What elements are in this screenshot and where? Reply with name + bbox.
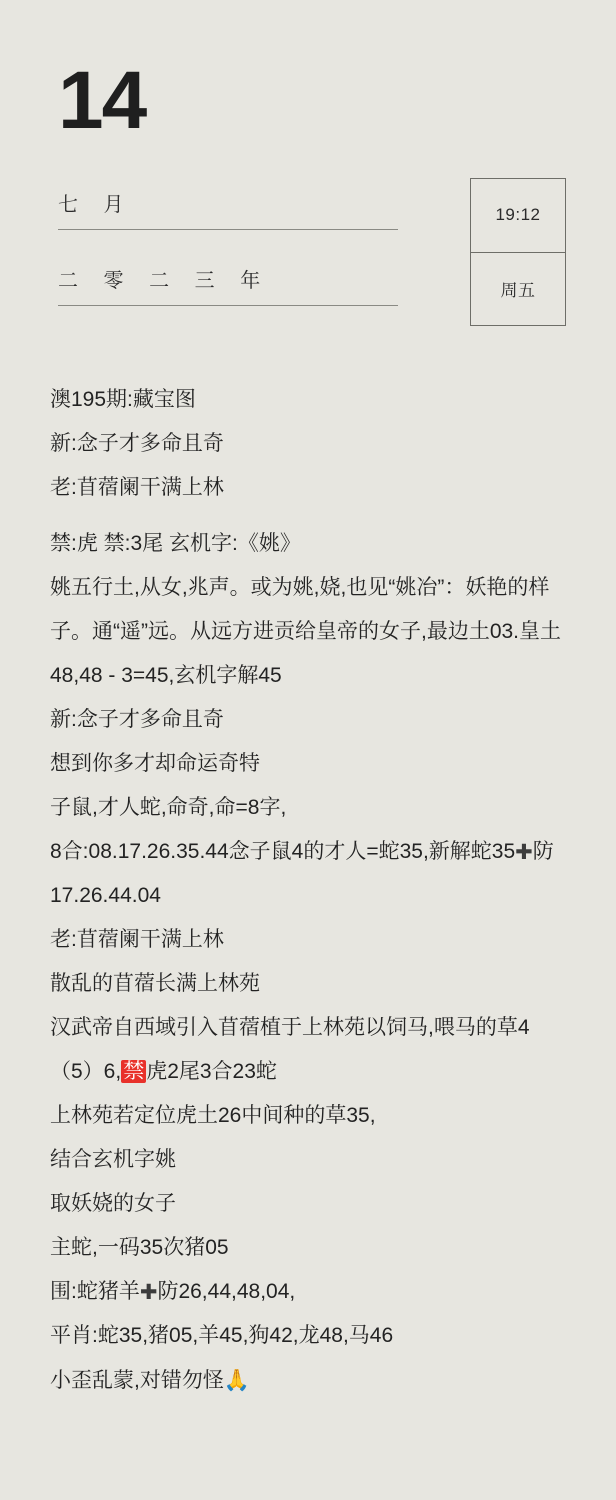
note-line-combine-char: 结合玄机字姚 xyxy=(50,1148,176,1171)
note-line-old-interpret: 散乱的苜蓿长满上林苑 xyxy=(50,972,260,995)
note-paragraph-yao-explain: 姚五行土,从女,兆声。或为姚,娆,也见“姚冶”：妖艳的样子。通“遥”远。从远方进贡给皇帝的女子,最边土03.皇土48,48 - 3=45,玄机字解45 xyxy=(50,576,562,687)
month-label: 七 月 xyxy=(58,194,134,216)
month-underline xyxy=(58,229,398,230)
combination-defense: 防17.26.44.04 xyxy=(50,840,554,907)
day-number: 14 xyxy=(58,55,146,146)
pray-hands-icon: 🙏 xyxy=(223,1368,250,1392)
note-line-zodiac-detail: 子鼠,才人蛇,命奇,命=8字, xyxy=(50,796,287,819)
note-paragraph-closing xyxy=(50,1358,566,1403)
weekday-label: 周五 xyxy=(500,281,536,301)
closing-text: 小歪乱蒙,对错勿怪 xyxy=(50,1369,224,1392)
note-line-old-verse: 老:苜蓿阑干满上林 xyxy=(50,476,224,499)
note-line-pingxiao: 平肖:蛇35,猪05,羊45,狗42,龙48,马46 xyxy=(50,1324,394,1347)
note-line-forbidden: 禁:虎 禁:3尾 玄机字:《姚》 xyxy=(50,532,301,555)
time-box xyxy=(470,178,566,326)
forbidden-badge: 禁 xyxy=(123,1060,145,1083)
wei-defense: 防26,44,48,04, xyxy=(157,1280,296,1303)
month-row xyxy=(58,188,398,240)
note-body xyxy=(0,316,616,1403)
note-paragraph-combination xyxy=(50,830,566,918)
year-underline xyxy=(58,305,398,306)
note-line-old-verse-repeat: 老:苜蓿阑干满上林 xyxy=(50,928,224,951)
history-text-tail: 虎2尾3合23蛇 xyxy=(146,1060,277,1083)
note-line-take-woman: 取妖娆的女子 xyxy=(50,1192,176,1215)
note-paragraph-围 xyxy=(50,1270,566,1314)
combination-text: 8合:08.17.26.35.44念子鼠4的才人=蛇35,新解蛇35 xyxy=(50,840,516,863)
note-line-main-pick: 主蛇,一码35次猪05 xyxy=(50,1236,229,1259)
note-line-new-verse: 新:念子才多命且奇 xyxy=(50,432,224,455)
year-row xyxy=(58,264,398,316)
clock-time: 19:12 xyxy=(495,205,541,225)
note-line-new-verse-repeat: 新:念子才多命且奇 xyxy=(50,708,224,731)
note-line-new-interpret: 想到你多才却命运奇特 xyxy=(50,752,260,775)
plus-icon-2: ✚ xyxy=(139,1281,158,1304)
note-line-position: 上林苑若定位虎土26中间种的草35, xyxy=(50,1104,376,1127)
note-paragraph-history xyxy=(50,1006,566,1094)
history-text: 汉武帝自西域引入苜蓿植于上林苑以饲马,喂马的草4（5）6, xyxy=(50,1016,530,1083)
year-label: 二 零 二 三 年 xyxy=(58,270,271,292)
plus-icon: ✚ xyxy=(515,841,533,864)
wei-text: 围:蛇猪羊 xyxy=(50,1280,140,1303)
note-line-title: 澳195期:藏宝图 xyxy=(50,388,196,411)
